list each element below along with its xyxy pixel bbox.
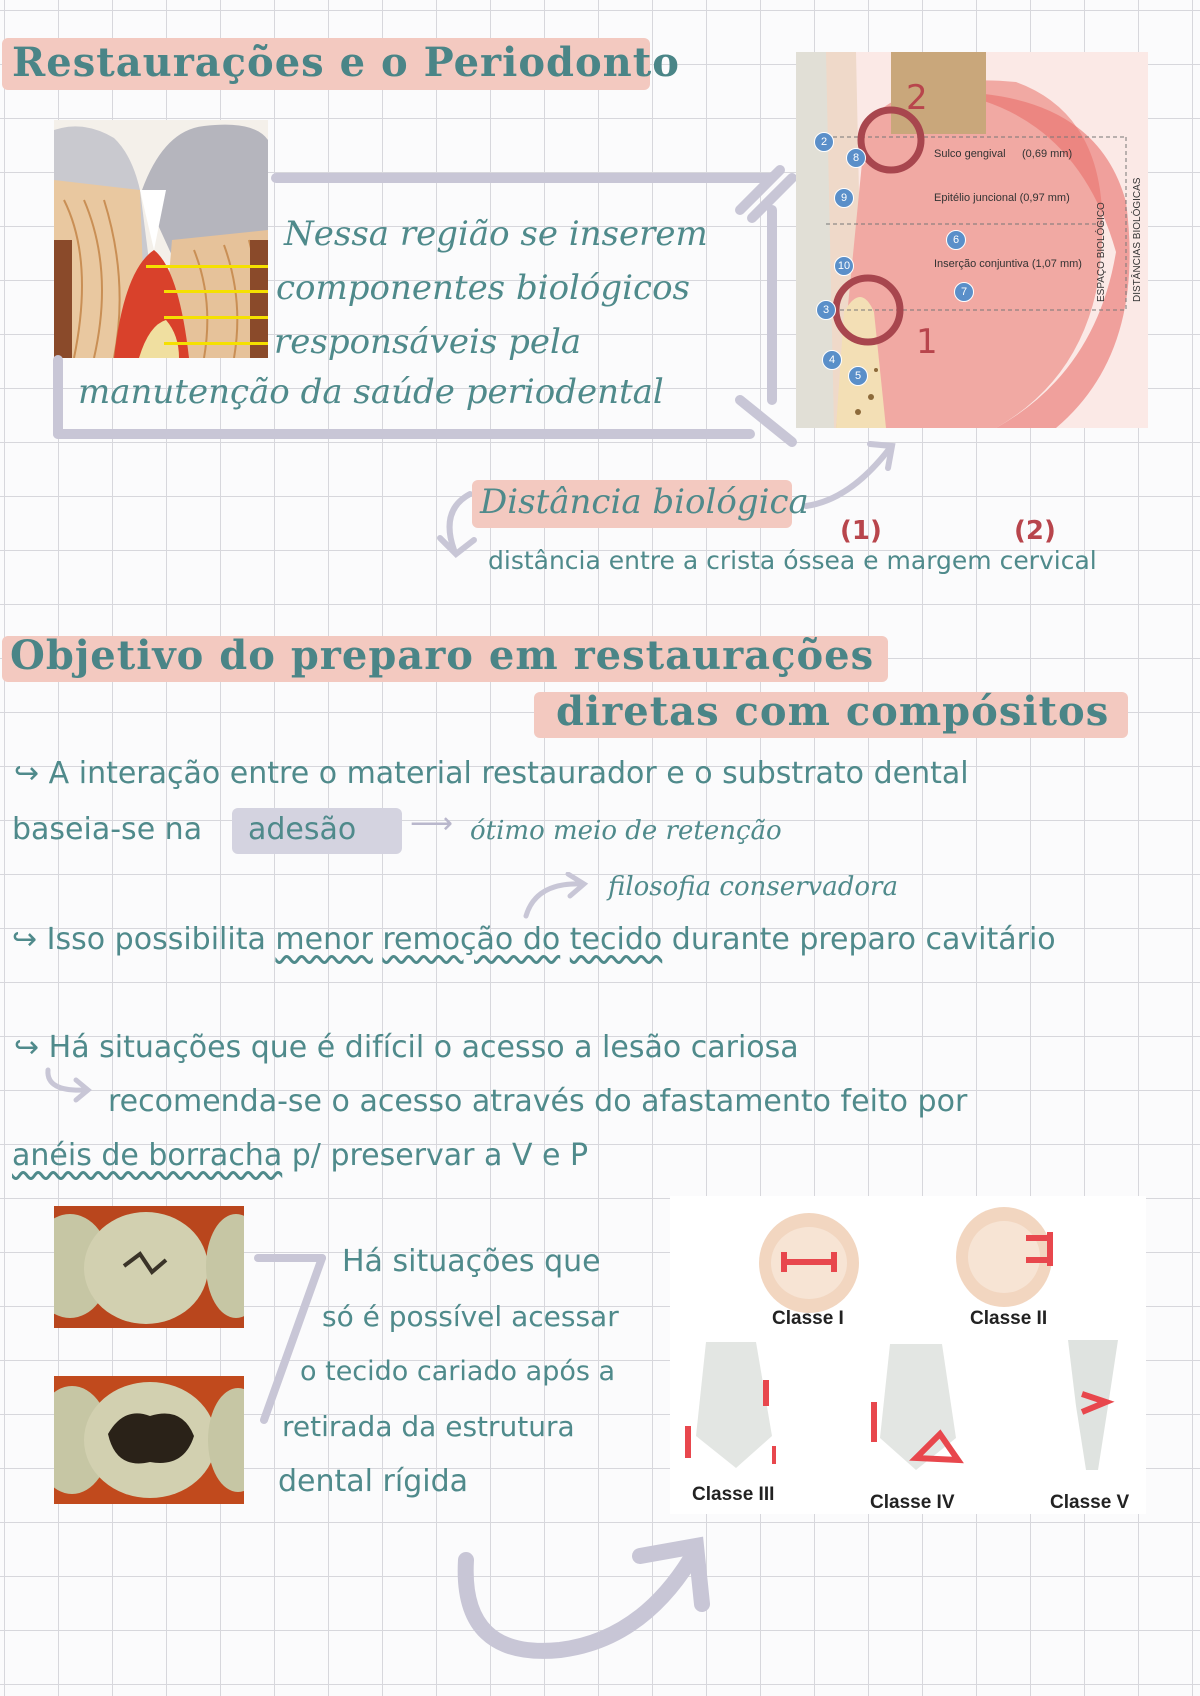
note-line-4: manutenção da saúde periodental xyxy=(78,372,664,412)
classe-iv-label: Classe IV xyxy=(870,1492,955,1513)
adesao-word: adesão xyxy=(248,812,357,847)
p2-tecido: tecido xyxy=(569,922,663,957)
note-line-2: componentes biológicos xyxy=(276,268,690,308)
p3-line2: recomenda-se o acesso através do afastamento feito por xyxy=(108,1084,968,1119)
section1-title: Restaurações e o Periodonto xyxy=(12,39,680,86)
p1-line2-pre: baseia-se na xyxy=(12,812,203,847)
p3-line1: ↪ Há situações que é difícil o acesso a lesão cariosa xyxy=(14,1030,799,1065)
aneis-de-borracha: anéis de borracha xyxy=(12,1138,283,1173)
number-badge: 3 xyxy=(816,300,836,320)
p4-line-3: o tecido cariado após a xyxy=(300,1356,616,1387)
number-badge: 7 xyxy=(954,282,974,302)
p2-line xyxy=(12,922,1056,957)
number-badge: 10 xyxy=(834,256,854,276)
note-line-1: Nessa região se inserem xyxy=(284,214,708,254)
p2-lead: ↪ Isso possibilita xyxy=(12,922,266,957)
p2-remocao: remoção do xyxy=(382,922,561,957)
marker-2: 2 xyxy=(906,78,928,118)
p4-line-2: só é possível acessar xyxy=(322,1300,619,1333)
classe-iii-label: Classe III xyxy=(692,1484,775,1505)
def-part2: óssea e xyxy=(783,546,887,575)
number-badge: 6 xyxy=(946,230,966,250)
big-curved-arrow xyxy=(440,1520,740,1670)
note-line-3: responsáveis pela xyxy=(274,322,582,362)
filosofia-text: filosofia conservadora xyxy=(608,872,898,902)
number-badge: 9 xyxy=(834,188,854,208)
classe-ii-label: Classe II xyxy=(970,1308,1048,1329)
number-badge: 2 xyxy=(814,132,834,152)
p3-arrow xyxy=(40,1064,100,1104)
classe-iii-tooth xyxy=(676,1336,786,1476)
label-sulco-gengival: Sulco gengival xyxy=(934,148,1006,160)
p4-line-1: Há situações que xyxy=(342,1244,601,1279)
classe-ii-tooth xyxy=(954,1202,1064,1312)
cavity-classes-panel xyxy=(670,1196,1146,1514)
mark-1: (1) xyxy=(840,516,882,546)
p4-line-5: dental rígida xyxy=(278,1464,469,1499)
classe-i-tooth xyxy=(754,1208,864,1318)
classe-i-label: Classe I xyxy=(772,1308,844,1329)
retencao-text: ótimo meio de retenção xyxy=(470,816,782,846)
classe-v-tooth xyxy=(1058,1336,1138,1476)
p2-rest: durante preparo cavitário xyxy=(671,922,1056,957)
arrow-to-retencao: ⟶ xyxy=(410,806,454,841)
biologic-width-diagram xyxy=(796,52,1148,428)
p2-menor: menor xyxy=(275,922,373,957)
distancia-definition xyxy=(488,546,1097,575)
def-part1: distância entre a crista xyxy=(488,546,784,575)
mark-2: (2) xyxy=(1014,516,1056,546)
tooth-photo-cavity xyxy=(54,1376,244,1504)
classe-v-label: Classe V xyxy=(1050,1492,1130,1513)
tooth-photo-occlusal xyxy=(54,1206,244,1328)
photo-connector xyxy=(250,1250,340,1430)
label-epitelio: Epitélio juncional (0,97 mm) xyxy=(934,192,1070,204)
section2-title-line1: Objetivo do preparo em restaurações xyxy=(10,632,875,679)
label-sulco-value: (0,69 mm) xyxy=(1022,148,1073,160)
label-insercao: Inserção conjuntiva (1,07 mm) xyxy=(934,258,1082,270)
section2-title-line2: diretas com compósitos xyxy=(556,688,1110,735)
classe-iv-tooth xyxy=(860,1338,970,1478)
p1-line1: ↪ A interação entre o material restaurador e o substrato dental xyxy=(14,756,969,791)
number-badge: 8 xyxy=(846,148,866,168)
label-espaco-biologico: ESPAÇO BIOLÓGICO xyxy=(1096,202,1107,302)
p3-line3 xyxy=(12,1138,588,1173)
label-distancias-biologicas: DISTÂNCIAS BIOLÓGICAS xyxy=(1132,177,1143,302)
p4-line-4: retirada da estrutura xyxy=(282,1410,575,1443)
number-badge: 4 xyxy=(822,350,842,370)
number-badge: 5 xyxy=(848,366,868,386)
marker-1: 1 xyxy=(916,322,938,362)
distancia-biologica-label: Distância biológica xyxy=(480,482,809,522)
def-part3: margem cervical xyxy=(886,546,1097,575)
filosofia-arrow xyxy=(516,872,596,922)
p3-line3-rest: p/ preservar a V e P xyxy=(291,1138,589,1173)
